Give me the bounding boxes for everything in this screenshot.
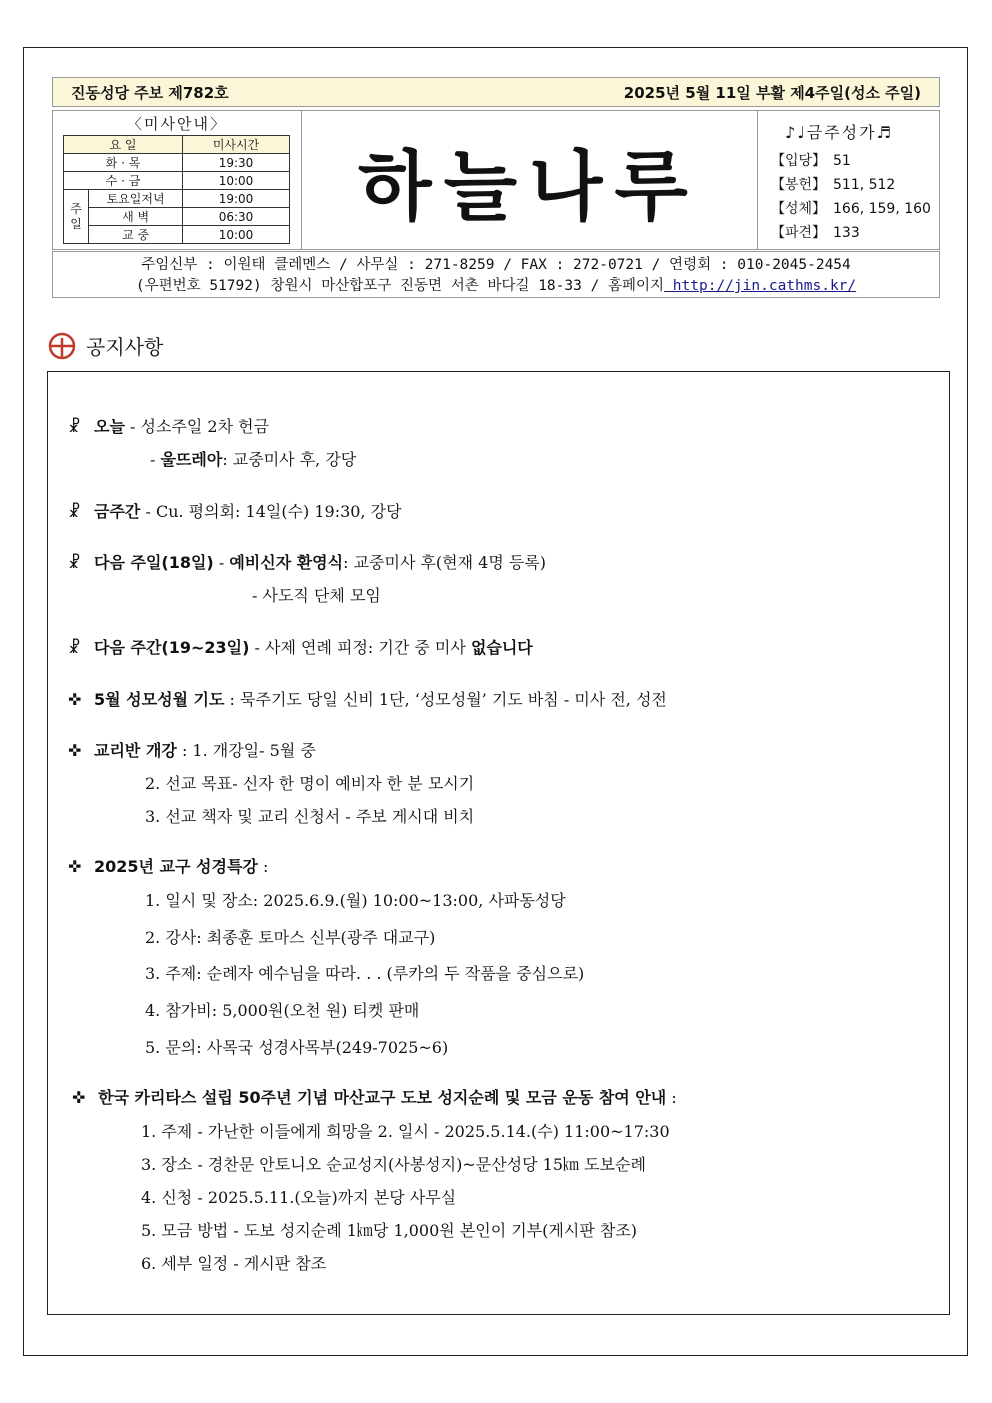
mass-time: 06:30 xyxy=(183,208,290,226)
notice-caritas-1: 1. 주제 - 가난한 이들에게 희망을 2. 일시 - 2025.5.14.(수) 11:00~17:30 xyxy=(141,1122,670,1141)
notice-text: - Cu. 평의회: 14일(수) 19:30, 강당 xyxy=(140,502,402,521)
col-day-header: 요 일 xyxy=(64,136,183,154)
mass-schedule xyxy=(53,111,302,249)
notice-today xyxy=(68,414,269,437)
notice-bold: 울뜨레아 xyxy=(160,450,223,469)
mass-time: 19:30 xyxy=(183,154,290,172)
notice-bible-3: 3. 주제: 순례자 예수님을 따라. . . (루카의 두 작품을 중심으로) xyxy=(145,964,585,983)
notice-next-sunday-2: - 사도직 단체 모임 xyxy=(252,586,381,605)
notice-label: 5월 성모성월 기도 xyxy=(94,690,225,709)
notice-bold: 없습니다 xyxy=(470,638,533,657)
hymn-title: ♪♩금주성가♬ xyxy=(785,123,893,142)
bulletin-issue: 진동성당 주보 제782호 xyxy=(71,83,229,102)
notice-dash: - xyxy=(150,450,161,469)
bulletin-date: 2025년 5월 11일 부활 제4주일(성소 주일) xyxy=(623,83,921,102)
notice-bold: 예비신자 환영식 xyxy=(229,553,344,572)
hymn-number: 511, 512 xyxy=(833,177,896,193)
section-header xyxy=(48,331,163,360)
notice-caritas-3: 4. 신청 - 2025.5.11.(오늘)까지 본당 사무실 xyxy=(141,1188,457,1207)
notice-bible-1: 1. 일시 및 장소: 2025.6.9.(월) 10:00~13:00, 사파동성당 xyxy=(145,891,566,910)
mass-schedule-title: 〈미사안내〉 xyxy=(127,115,227,133)
hymn-item xyxy=(771,221,931,245)
notice-label: 한국 카리타스 설립 50주년 기념 마산교구 도보 성지순례 및 모금 운동 참여 안내 xyxy=(98,1088,667,1107)
notice-catechism xyxy=(68,738,316,761)
circle-cross-icon xyxy=(48,332,76,360)
table-row xyxy=(64,190,290,208)
table-row xyxy=(64,172,290,190)
notice-label: 다음 주일(18일) xyxy=(94,553,214,572)
notice-bible-2: 2. 강사: 최종훈 토마스 신부(광주 대교구) xyxy=(145,928,436,947)
masthead xyxy=(52,110,940,250)
notice-label: 금주간 xyxy=(94,502,141,521)
notice-label: 다음 주간(19~23일) xyxy=(94,638,250,657)
notice-caritas-4: 5. 모금 방법 - 도보 성지순례 1㎞당 1,000원 본인이 기부(게시판 참조) xyxy=(141,1221,638,1240)
hymn-number: 133 xyxy=(833,225,860,241)
notice-bible-4: 4. 참가비: 5,000원(오천 원) 티켓 판매 xyxy=(145,1001,420,1020)
address-text: (우편번호 51792) 창원시 마산합포구 진동면 서촌 바다길 18-33 / 홈페이지 xyxy=(135,278,665,294)
notice-bible-5: 5. 문의: 사목국 성경사목부(249-7025~6) xyxy=(145,1038,449,1057)
hymn-number: 166, 159, 160 xyxy=(833,201,931,217)
mass-schedule-table xyxy=(63,135,290,244)
mass-time: 10:00 xyxy=(183,172,290,190)
notice-label: 교리반 개강 xyxy=(94,741,177,760)
cross-bullet-icon: ✜ xyxy=(72,1088,86,1107)
notice-today-2 xyxy=(150,447,356,470)
hymn-label: 【파견】 xyxy=(771,225,827,241)
mass-day: 토요일저녁 xyxy=(89,190,183,208)
table-row xyxy=(64,208,290,226)
sunday-label xyxy=(64,190,89,244)
hymn-item xyxy=(771,149,931,173)
notice-text: : 교중미사 후(현재 4명 등록) xyxy=(343,553,547,572)
notice-text: - 사제 연례 피정: 기간 중 미사 xyxy=(249,638,471,657)
hymn-item xyxy=(771,197,931,221)
cross-bullet-icon: ✜ xyxy=(68,857,82,876)
mass-time: 19:00 xyxy=(183,190,290,208)
chi-rho-icon: ☧ xyxy=(68,553,81,572)
hymn-label: 【성체】 xyxy=(771,201,827,217)
col-time-header: 미사시간 xyxy=(183,136,290,154)
notice-week xyxy=(68,499,402,522)
section-title: 공지사항 xyxy=(86,335,164,359)
chi-rho-icon: ☧ xyxy=(68,502,81,521)
hymn-label: 【입당】 xyxy=(771,153,827,169)
contact-line-1: 주임신부 : 이원태 클레멘스 / 사무실 : 271-8259 / FAX : 272-0721 / 연령회 : 010-2045-2454 xyxy=(141,257,851,273)
hymn-item xyxy=(771,173,931,197)
hymn-label: 【봉헌】 xyxy=(771,177,827,193)
hymn-panel xyxy=(757,111,939,249)
cross-bullet-icon: ✜ xyxy=(68,741,82,760)
cross-bullet-icon: ✜ xyxy=(68,690,82,709)
notice-text: - 성소주일 2차 헌금 xyxy=(124,417,270,436)
notice-label: 오늘 xyxy=(94,417,125,436)
notice-caritas-5: 6. 세부 일정 - 게시판 참조 xyxy=(141,1254,327,1273)
notice-text: : 묵주기도 당일 신비 1단, ‘성모성월’ 기도 바침 - 미사 전, 성전 xyxy=(224,690,667,709)
notice-caritas xyxy=(72,1085,677,1108)
table-row xyxy=(64,226,290,244)
notice-text: : 교중미사 후, 강당 xyxy=(222,450,357,469)
mass-day: 교 중 xyxy=(89,226,183,244)
notice-next-week xyxy=(68,635,533,658)
mass-time: 10:00 xyxy=(183,226,290,244)
notice-bible xyxy=(68,854,268,877)
notice-caritas-2: 3. 장소 - 경찬문 안토니오 순교성지(사봉성지)~문산성당 15㎞ 도보순례 xyxy=(141,1155,646,1174)
bulletin-title: 하늘나루 xyxy=(358,141,700,231)
hymn-list xyxy=(771,149,931,245)
notice-box xyxy=(47,371,950,1315)
homepage-link[interactable]: http://jin.cathms.kr/ xyxy=(664,278,857,294)
notice-next-sunday xyxy=(68,550,546,573)
notice-text: : xyxy=(257,857,269,876)
bulletin-header xyxy=(52,77,940,107)
contact-info xyxy=(52,251,940,298)
chi-rho-icon: ☧ xyxy=(68,638,81,657)
mass-day: 화 · 목 xyxy=(64,154,183,172)
notice-may xyxy=(68,687,667,710)
sunday-label-text: 주일 xyxy=(70,201,82,231)
notice-catechism-2: 2. 선교 목표- 신자 한 명이 예비자 한 분 모시기 xyxy=(145,774,475,793)
hymn-number: 51 xyxy=(833,153,851,169)
mass-day: 수 · 금 xyxy=(64,172,183,190)
notice-catechism-3: 3. 선교 책자 및 교리 신청서 - 주보 게시대 비치 xyxy=(145,807,475,826)
notice-text: : xyxy=(666,1088,677,1107)
contact-line-2 xyxy=(53,276,939,297)
notice-text: : 1. 개강일- 5월 중 xyxy=(176,741,316,760)
table-row xyxy=(64,154,290,172)
title-panel xyxy=(301,111,758,249)
notice-label: 2025년 교구 성경특강 xyxy=(94,857,258,876)
chi-rho-icon: ☧ xyxy=(68,417,81,436)
mass-day: 새 벽 xyxy=(89,208,183,226)
notice-dash: - xyxy=(213,553,230,572)
